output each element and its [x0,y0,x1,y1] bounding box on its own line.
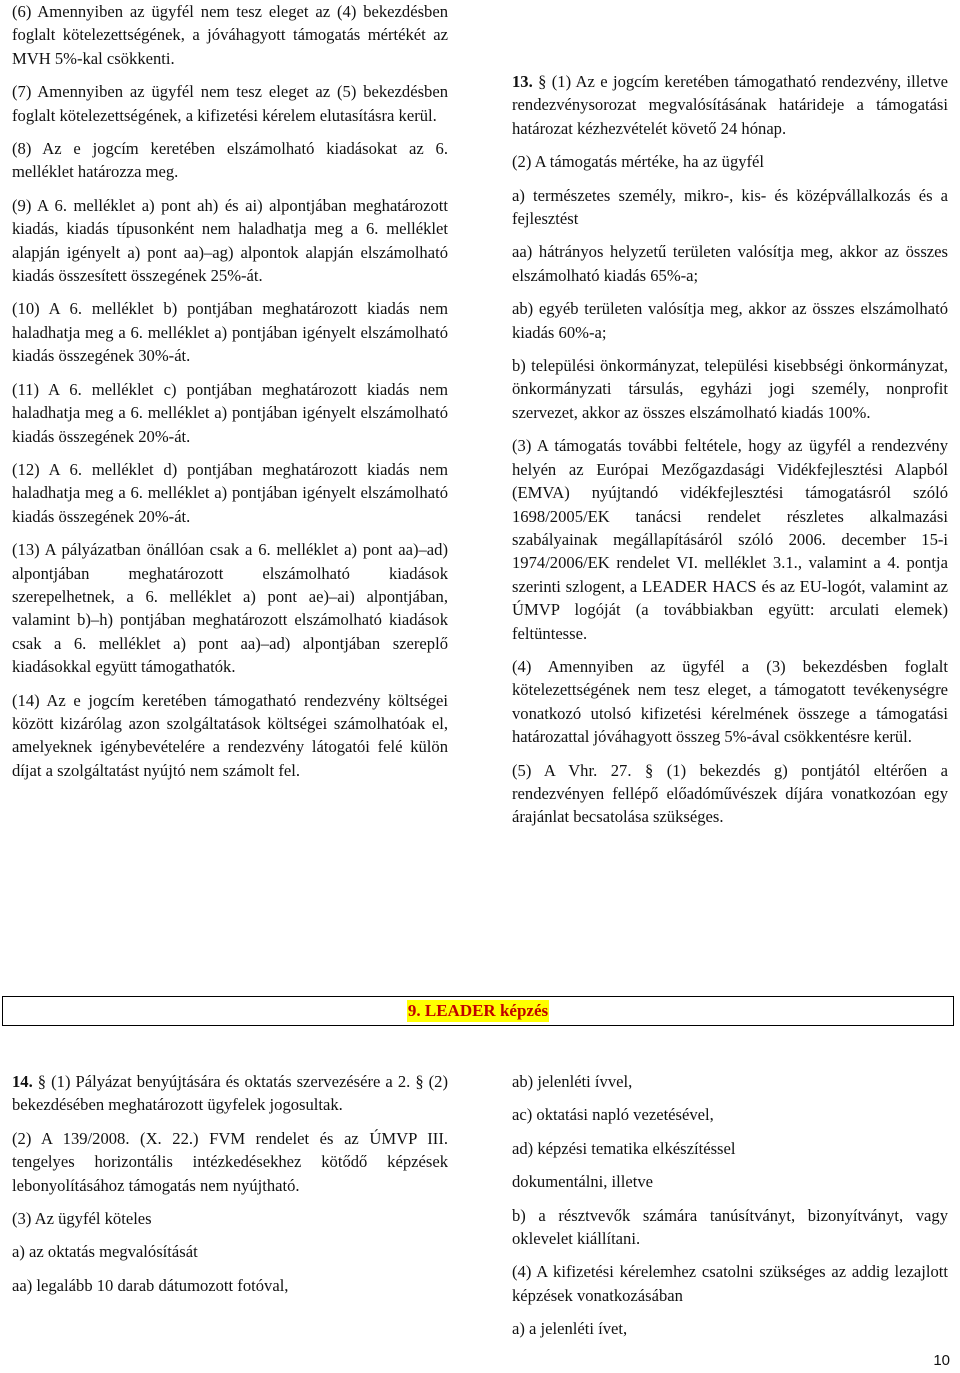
section-13-paragraph-1 [512,70,948,140]
paragraph-2: (2) A támogatás mértéke, ha az ügyfél [512,152,765,172]
paragraph-11: (11) A 6. melléklet c) pontjában meghatározott kiadás nem haladhatja meg a 6. melléklet a) pontjában igényelt elszámolható kiadás összegének 20%-át. [12,379,448,446]
point-a: a) az oktatás megvalósítását [12,1242,198,1262]
point-a: a) a jelenléti ívet, [512,1319,628,1339]
point-ad: ad) képzési tematika elkészítéssel [512,1138,736,1158]
paragraph-9: (9) A 6. melléklet a) pont ah) és ai) alpontjában meghatározott kiadás, kiadás típusonként nem haladhatja meg a 6. melléklet alapján igényelt a) pont aa)–ag) alpontok alapján elszámolható kiadás összesített összegének 25%-át. [12,195,448,286]
section-sign: § [538,72,547,91]
paragraph-5: (5) A Vhr. 27. § (1) bekezdés g) pontjától eltérően a rendezvényen fellépő előadóművészek díjára vonatkozóan egy árajánlat becsatolása szükséges. [512,760,948,827]
paragraph-6: (6) Amennyiben az ügyfél nem tesz eleget az (4) bekezdésben foglalt kötelezettségének, a jóváhagyott támogatás mértékét az MVH 5%-kal csökkenti. [12,2,448,68]
paragraph-text: (1) Pályázat benyújtására és oktatás szervezésére a 2. § (2) bekezdésében meghatározott ügyfelek jogosultak. [12,1072,448,1115]
point-a: a) természetes személy, mikro-, kis- és középvállalkozás és a fejlesztést [512,185,948,229]
right-column [512,70,948,839]
point-aa: aa) hátrányos helyzetű területen valósítja meg, akkor az összes elszámolható kiadás 65%-a; [512,242,948,285]
section-number: 13. [512,72,533,91]
section-14-paragraph-1 [12,1070,448,1117]
point-ab: ab) jelenléti ívvel, [512,1072,633,1091]
page-number: 10 [933,1352,950,1369]
section-heading-box [2,996,954,1026]
paragraph-10: (10) A 6. melléklet b) pontjában meghatározott kiadás nem haladhatja meg a 6. melléklet a) pontjában igényelt elszámolható kiadás összegének 30%-át. [12,299,448,366]
bottom-right-column [512,1070,948,1351]
section-number: 14. [12,1072,33,1091]
paragraph-12: (12) A 6. melléklet d) pontjában meghatározott kiadás nem haladhatja meg a 6. melléklet a) pontjában igényelt elszámolható kiadás összegének 20%-át. [12,459,448,526]
paragraph-3: (3) Az ügyfél köteles [12,1209,152,1229]
paragraph-4: (4) Amennyiben az ügyfél a (3) bekezdésben foglalt kötelezettségének nem tesz eleget, a támogatott tevékenységre vonatkozó utolsó kifizetési kérelmének összege a támogatási határozattal jóváhagyott összeg 5%-ával csökkentésre kerül. [512,656,948,747]
paragraph-text: (1) Az e jogcím keretében támogatható rendezvény, illetve rendezvénysorozat megvalósításának határideje a támogatási határozat kézhezvételét követő 24 hónap. [512,72,948,138]
paragraph-8: (8) Az e jogcím keretében elszámolható kiadásokat az 6. melléklet határozza meg. [12,139,448,182]
paragraph-4: (4) A kifizetési kérelemhez csatolni szükséges az addig lezajlott képzések vonatkozásában [512,1262,948,1305]
paragraph-13: (13) A pályázatban önállóan csak a 6. melléklet a) pont aa)–ad) alpontjában meghatározott elszámolható kiadások szerepelhetnek, a 6. melléklet a) pont ae)–ai) alpontjában, valamint b)–h) pontjában meghatározott elszámolható kiadások csak a 6. melléklet a) pont aa)–ad) alpontjában szereplő kiadásokkal együtt támogathatók. [12,540,448,677]
section-sign: § [37,1072,47,1091]
documentation-note: dokumentálni, illetve [512,1172,654,1192]
paragraph-7: (7) Amennyiben az ügyfél nem tesz eleget az (5) bekezdésben foglalt kötelezettségének, a kifizetési kérelem elutasításra kerül. [12,82,448,125]
section-heading: 9. LEADER képzés [407,1001,549,1020]
point-b: b) a résztvevők számára tanúsítványt, bizonyítványt, vagy oklevelet kiállítani. [512,1205,948,1249]
paragraph-3: (3) A támogatás további feltétele, hogy az ügyfél a rendezvény helyén az Európai Mezőgazdasági Vidékfejlesztési Alapból (EMVA) nyújtandó vidékfejlesztési támogatásról szóló 1698/2005/EK tanácsi rendelet részletes alkalmazási szabályainak megállapításáról szóló 2006. december 15-i 1974/2006/EK rendelet VI. melléklet 3.1., valamint a 4. pontja szerinti szlogent, a LEADER HACS és az EU-logót, valamint az ÚMVP logóját (a továbbiakban együtt: arculati elemek) feltüntesse. [512,436,948,643]
left-column [12,0,448,792]
paragraph-2: (2) A 139/2008. (X. 22.) FVM rendelet és az ÚMVP III. tengelyes horizontális intézkedésekhez kötődő képzések lebonyolításához támogatás nem nyújtható. [12,1128,448,1195]
point-b: b) települési önkormányzat, települési kisebbségi önkormányzat, önkormányzati társulás, egyházi jogi személy, nonprofit szervezet, akkor az összes elszámolható kiadás 100%. [512,356,948,422]
bottom-left-column [12,1070,448,1307]
paragraph-14: (14) Az e jogcím keretében támogatható rendezvény költségei között kizárólag azon szolgáltatások költségei számolhatóak el, amelyeknek igénybevételére a rendezvény látogatói felé külön díjat a szolgáltatást nyújtó nem számolt fel. [12,690,448,780]
point-ac: ac) oktatási napló vezetésével, [512,1105,714,1125]
point-aa: aa) legalább 10 darab dátumozott fotóval, [12,1275,289,1295]
point-ab: ab) egyéb területen valósítja meg, akkor az összes elszámolható kiadás 60%-a; [512,299,948,342]
